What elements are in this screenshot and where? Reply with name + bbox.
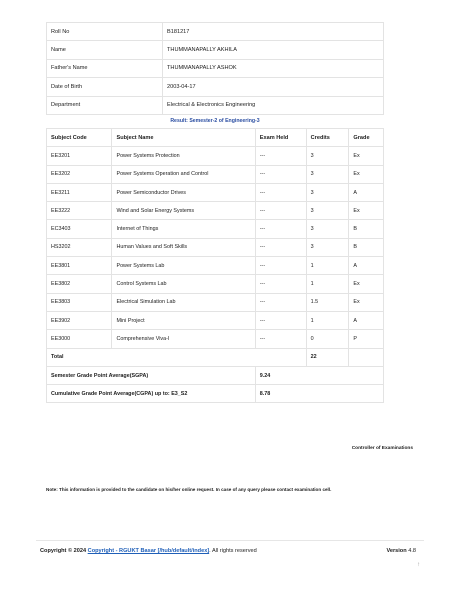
cell-subject-code: EE3201 [47, 147, 112, 165]
table-row [47, 220, 384, 238]
cell-exam-held: --- [255, 147, 306, 165]
cell-grade: Ex [349, 147, 384, 165]
student-info-label: Date of Birth [47, 78, 163, 96]
version-label: Version [386, 548, 407, 554]
cell-credits: 3 [306, 238, 349, 256]
cell-exam-held: --- [255, 330, 306, 348]
cgpa-value: 8.78 [255, 385, 383, 403]
footer-copyright [40, 548, 257, 554]
cell-grade: A [349, 183, 384, 201]
table-row [47, 183, 384, 201]
footer-version [386, 548, 416, 554]
student-info-row [47, 78, 384, 96]
header-exam-held: Exam Held [255, 129, 306, 147]
cell-grade: Ex [349, 165, 384, 183]
header-grade: Grade [349, 129, 384, 147]
cell-credits: 0 [306, 330, 349, 348]
cell-exam-held: --- [255, 311, 306, 329]
student-info-label: Roll No [47, 23, 163, 41]
table-row [47, 165, 384, 183]
results-header-row [47, 129, 384, 147]
cell-subject-code: EE3000 [47, 330, 112, 348]
total-row [47, 348, 384, 366]
copyright-text: Copyright © 2024 [40, 548, 87, 554]
table-row [47, 293, 384, 311]
copyright-suffix: . All rights reserved [209, 548, 257, 554]
cell-credits: 3 [306, 147, 349, 165]
student-info-label: Name [47, 41, 163, 59]
cell-subject-name: Control Systems Lab [112, 275, 255, 293]
cell-exam-held: --- [255, 220, 306, 238]
arrow-up-icon[interactable]: ↑ [417, 562, 420, 568]
student-info-value: THUMMANAPALLY ASHOK [163, 59, 384, 77]
controller-signature: Controller of Examinations [351, 446, 413, 451]
table-row [47, 147, 384, 165]
cell-grade: Ex [349, 202, 384, 220]
results-table [46, 128, 384, 403]
copyright-link[interactable]: Copyright - RGUKT Basar [/hub/default/index] [87, 548, 210, 554]
cell-subject-code: EE3902 [47, 311, 112, 329]
cell-subject-name: Power Systems Protection [112, 147, 255, 165]
cell-credits: 1.5 [306, 293, 349, 311]
cell-subject-name: Electrical Simulation Lab [112, 293, 255, 311]
cell-credits: 1 [306, 257, 349, 275]
student-info-body [47, 23, 384, 115]
student-info-row [47, 23, 384, 41]
cell-subject-code: EE3802 [47, 275, 112, 293]
note-text: Note: This information is provided to the candidate on his/her online request. In case of any query please contact examination cell. [46, 487, 332, 492]
cell-grade: Ex [349, 275, 384, 293]
sgpa-label: Semester Grade Point Average(SGPA) [47, 366, 256, 384]
cell-credits: 1 [306, 311, 349, 329]
cell-credits: 3 [306, 165, 349, 183]
cell-subject-name: Human Values and Soft Skills [112, 238, 255, 256]
cell-exam-held: --- [255, 202, 306, 220]
cell-grade: A [349, 257, 384, 275]
cell-subject-name: Internet of Things [112, 220, 255, 238]
cell-subject-name: Wind and Solar Energy Systems [112, 202, 255, 220]
table-row [47, 238, 384, 256]
student-info-row [47, 41, 384, 59]
student-info-value: 2003-04-17 [163, 78, 384, 96]
sgpa-value: 9.24 [255, 366, 383, 384]
cell-subject-code: EE3801 [47, 257, 112, 275]
student-info-value: Electrical & Electronics Engineering [163, 96, 384, 114]
student-info-label: Department [47, 96, 163, 114]
cell-grade: B [349, 220, 384, 238]
cell-subject-name: Comprehensive Viva-I [112, 330, 255, 348]
student-info-value: B181217 [163, 23, 384, 41]
header-subject-name: Subject Name [112, 129, 255, 147]
total-label: Total [47, 348, 307, 366]
cell-exam-held: --- [255, 183, 306, 201]
cell-credits: 1 [306, 275, 349, 293]
student-info-table [46, 22, 384, 115]
cell-subject-name: Power Systems Lab [112, 257, 255, 275]
version-value: 4.8 [408, 548, 416, 554]
cell-credits: 3 [306, 202, 349, 220]
cell-subject-name: Power Semiconductor Drives [112, 183, 255, 201]
cell-subject-code: EC3403 [47, 220, 112, 238]
cgpa-label: Cumulative Grade Point Average(CGPA) up to: E3_S2 [47, 385, 256, 403]
student-info-value: THUMMANAPALLY AKHILA [163, 41, 384, 59]
total-grade-empty [349, 348, 384, 366]
student-info-row [47, 59, 384, 77]
cell-subject-code: EE3803 [47, 293, 112, 311]
cell-exam-held: --- [255, 293, 306, 311]
cgpa-row [47, 385, 384, 403]
cell-exam-held: --- [255, 275, 306, 293]
cell-subject-code: EE3222 [47, 202, 112, 220]
cell-credits: 3 [306, 220, 349, 238]
cell-subject-code: EE3211 [47, 183, 112, 201]
table-row [47, 311, 384, 329]
table-row [47, 275, 384, 293]
cell-exam-held: --- [255, 257, 306, 275]
cell-grade: A [349, 311, 384, 329]
header-credits: Credits [306, 129, 349, 147]
cell-grade: B [349, 238, 384, 256]
cell-subject-code: HS3202 [47, 238, 112, 256]
student-info-label: Father's Name [47, 59, 163, 77]
cell-grade: Ex [349, 293, 384, 311]
header-subject-code: Subject Code [47, 129, 112, 147]
cell-credits: 3 [306, 183, 349, 201]
results-body [47, 147, 384, 348]
total-credits: 22 [306, 348, 349, 366]
cell-exam-held: --- [255, 165, 306, 183]
cell-subject-name: Power Systems Operation and Control [112, 165, 255, 183]
cell-exam-held: --- [255, 238, 306, 256]
result-title: Result: Semester-2 of Engineering-3 [170, 118, 260, 124]
footer-divider [36, 540, 424, 541]
cell-subject-name: Mini Project [112, 311, 255, 329]
cell-grade: P [349, 330, 384, 348]
sgpa-row [47, 366, 384, 384]
cell-subject-code: EE3202 [47, 165, 112, 183]
table-row [47, 202, 384, 220]
table-row [47, 330, 384, 348]
table-row [47, 257, 384, 275]
student-info-row [47, 96, 384, 114]
